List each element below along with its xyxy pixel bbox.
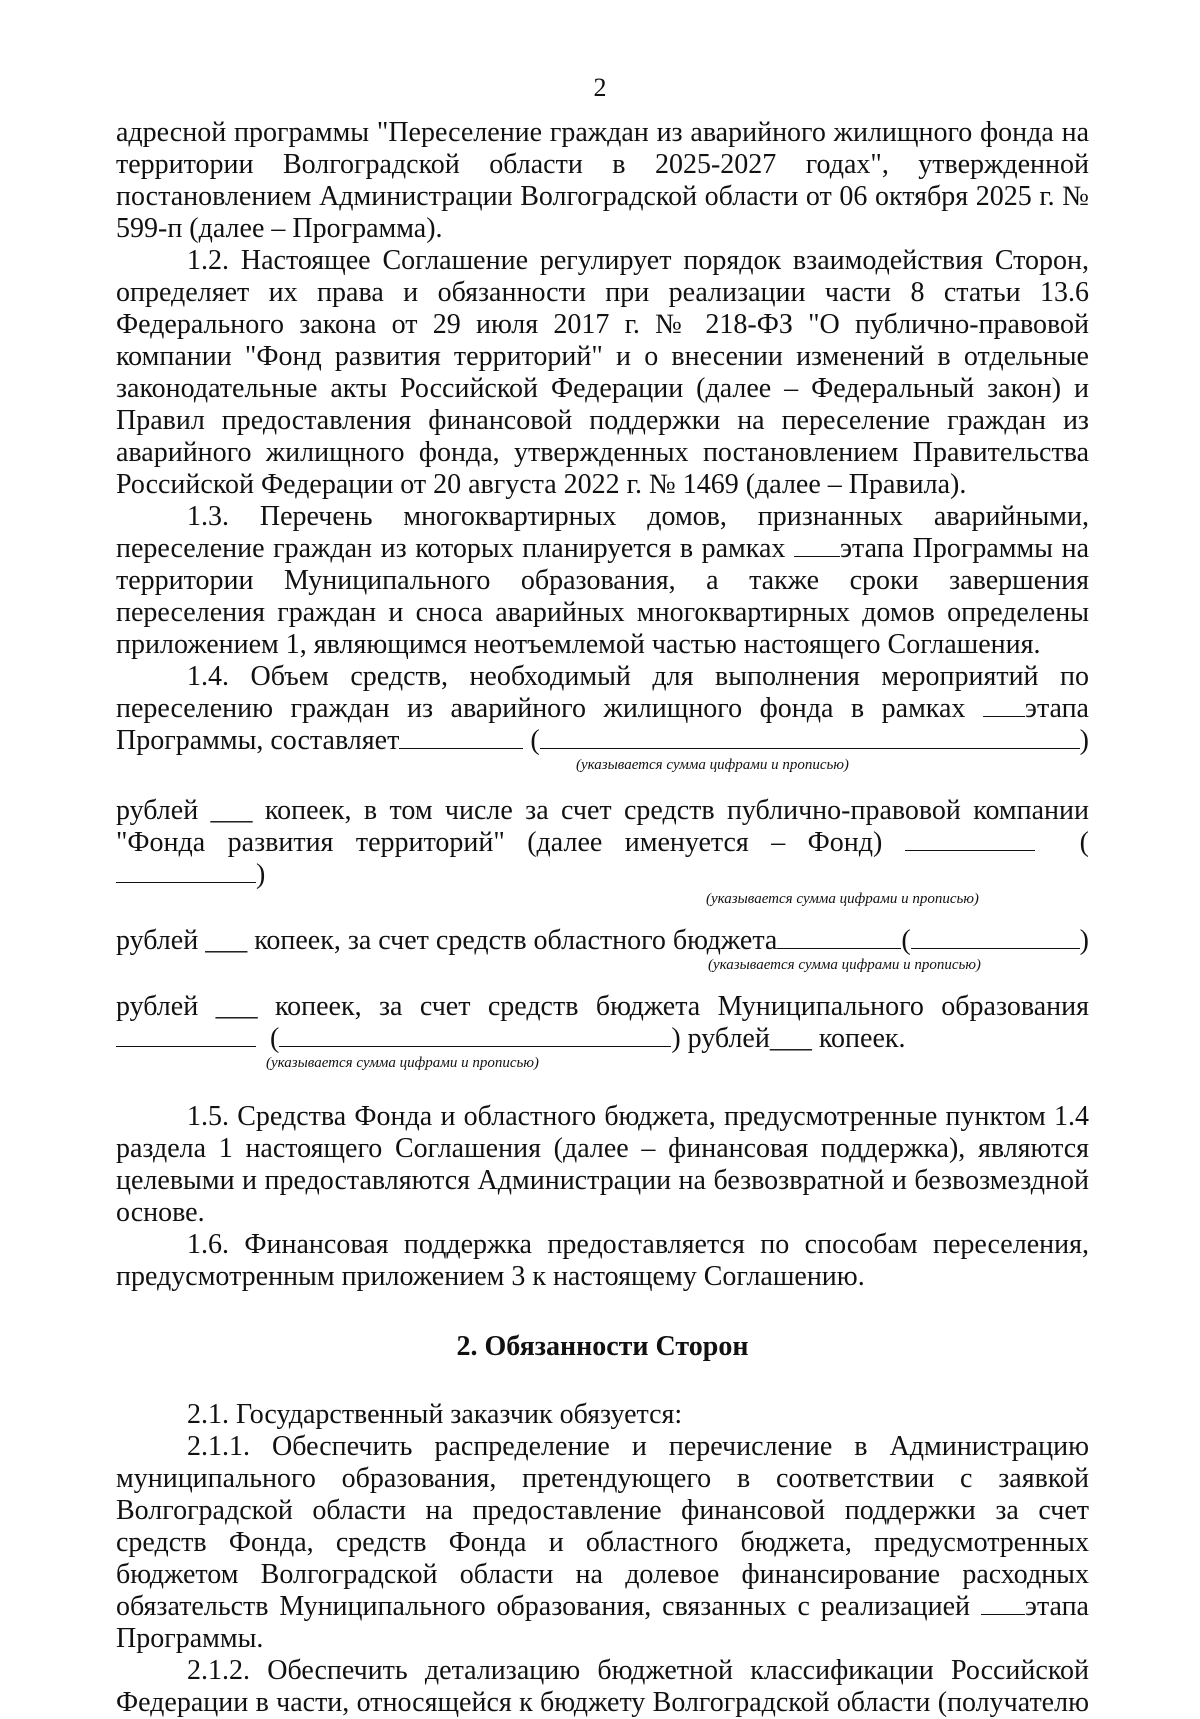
paragraph-1-5: 1.5. Средства Фонда и областного бюджета, предусмотренные пунктом 1.4 раздела 1 настоящего Соглашения (далее – финансовая поддержка), являются целевыми и предоставляются Администрации на безвозвратной и безвозмездной основе. [116,1101,1089,1228]
paragraph-2-1-2: 2.1.2. Обеспечить детализацию бюджетной классификации Российской Федерации в части, относящейся к бюджету Волгоградской области (получателю [116,1655,1089,1718]
regional-amount-number-blank [777,926,901,949]
section-2-title: 2. Обязанности Сторон [456,1331,749,1362]
paragraph-1-6: 1.6. Финансовая поддержка предоставляется по способам переселения, предусмотренным приложением 3 к настоящему Соглашению. [116,1229,1089,1292]
close-paren: ) [1079,925,1089,956]
open-paren: ( [523,725,540,756]
municipal-amount-words-blank [279,1024,671,1047]
municipal-amount-tail: ) рублей___ копеек. [671,1023,906,1054]
municipal-amount-number-blank [116,1024,256,1047]
spacer [116,1293,1089,1331]
stage-blank [983,694,1025,717]
total-amount-label: Программы, составляет [116,725,400,756]
paragraph-1-4-part-a: 1.4. Объем средств, необходимый для выполнения мероприятий по переселению граждан из аварийного жилищного фонда в рамках [116,661,1089,724]
amount-hint: (указывается сумма цифрами и прописью) [706,891,979,907]
fund-amount-number-blank [905,828,1035,851]
fund-amount-text: рублей ___ копеек, в том числе за счет средств публично-правовой компании "Фонда развития территорий" (далее именуется – Фонд) [116,795,1089,858]
paragraph-1-3-part-a: 1.3. Перечень многоквартирных домов, признанных аварийными, переселение граждан из которых планируется в рамках [116,501,1089,564]
page-number: 2 [593,73,607,102]
spacer [116,1363,1089,1399]
total-amount-number-blank [399,726,523,749]
regional-amount-words-blank [911,926,1080,949]
paragraph-2-1-1-part-a: 2.1.1. Обеспечить распределение и перечисление в Администрацию муниципального образования, претендующего в соответствии с заявкой Волгоградской области на предоставление финансовой поддержки за счет средств Фонда, средств Фонда и областного бюджета, предусмотренных бюджетом Волгоградской области на долевое финансирование расходных обязательств Муниципального образования, связанных с реализацией [116,1431,1089,1622]
amount-hint: (указывается сумма цифрами и прописью) [266,1055,539,1071]
amount-hint: (указывается сумма цифрами и прописью) [576,757,849,773]
stage-blank [794,534,840,557]
fund-amount-words-blank [116,860,256,883]
open-paren: ( [901,925,911,956]
paragraph-1-4 [116,661,1089,725]
open-paren: ( [256,1023,280,1054]
stage-blank [981,1592,1025,1615]
amount-hint: (указывается сумма цифрами и прописью) [708,957,981,973]
regional-amount-text: рублей ___ копеек, за счет средств областного бюджета [116,925,778,956]
paragraph-2-1-1 [116,1431,1089,1655]
close-paren: ) [1079,725,1089,756]
paragraph-1-3-part-b: этапа Программы на территории Муниципального образования, а также сроки завершения переселения граждан и сноса аварийных многоквартирных домов определены приложением 1, являющимся неотъемлемой частью настоящего Соглашения. [116,533,1089,660]
paragraph-1-4-part-b: этапа [1024,693,1089,724]
paragraph-2-1: 2.1. Государственный заказчик обязуется: [187,1399,683,1430]
paragraph-2-1-1-part-b: этапа Программы. [116,1591,1089,1654]
paragraph-1-3 [116,501,1089,661]
total-amount-line [116,725,1089,757]
total-amount-words-blank [540,726,1080,749]
paragraph-program-intro: адресной программы "Переселение граждан из аварийного жилищного фонда на территории Волгоградской области в 2025-2027 годах", утвержденной постановлением Администрации Волгоградской области от 06 октября 2025 г. № 599-п (далее – Программа). [116,117,1089,244]
municipal-amount-paragraph: рублей ___ копеек, за счет средств бюджета Муниципального образования [116,991,1089,1022]
regional-amount-line [116,925,1089,957]
paragraph-1-2: 1.2. Настоящее Соглашение регулирует порядок взаимодействия Сторон, определяет их права и обязанности при реализации части 8 статьи 13.6 Федерального закона от 29 июля 2017 г. № 218-ФЗ "О публично-правовой компании "Фонд развития территорий" и о внесении изменений в отдельные законодательные акты Российской Федерации (далее – Федеральный закон) и Правил предоставления финансовой поддержки на переселение граждан из аварийного жилищного фонда, утвержденных постановлением Правительства Российской Федерации от 20 августа 2022 г. № 1469 (далее – Правила). [116,245,1089,500]
fund-amount-paragraph: рублей ___ копеек, в том числе за счет средств публично-правовой компании "Фонда развития территорий" (далее именуется – Фонд) () [116,795,1089,890]
document-body [116,117,1089,1719]
municipal-amount-line [116,1023,1089,1055]
